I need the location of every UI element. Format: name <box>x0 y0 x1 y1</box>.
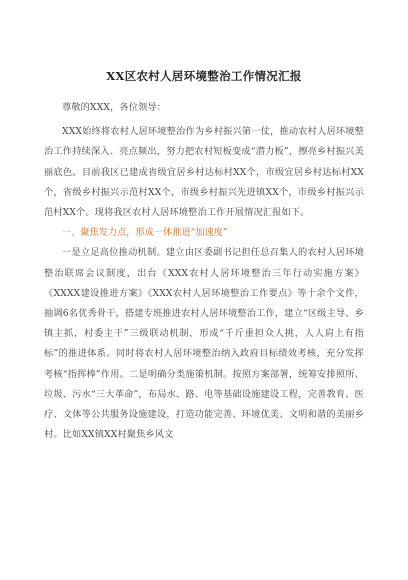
document-title: XX区农村人居环境整治工作情况汇报 <box>106 69 302 83</box>
salutation: 尊敬的XXX，各位领导： <box>62 102 167 113</box>
section-heading: 一、聚焦发力点，形成一体推进“加速度” <box>62 227 228 239</box>
section-paragraph: 一是立足高位推动机制。建立由区委副书记担任总召集人的农村人居环境整治联席会议制度，出台《XXX农村人居环境整治三年行动实施方案》《XXXX建设推进方案》《XXX农村人居环境整治工作要点》等十余个文件，抽调6名优秀骨干，搭建专班推进农村人居环境整治工作，建立“区级主导、乡镇主抓，村委主干”三级联动机制，形成“千斤重担众人挑，人人肩上有指标”的推进体系。同时将农村人居环境整治纳入政府目标绩效考核，充分发挥考核“指挥棒”作用。二是明确分类施策机制。按照方案部署，统筹安排照所、垃圾、污水“三大革命”，布局水、路、电等基础设施建设工程，完善教育、医疗、文体等公共服务设施建设，打造功能完善、环境优美、文明和谐的美丽乡村。比如XX镇XX村聚焦乡风文 <box>44 247 364 441</box>
intro-paragraph: XXX始终将农村人居环境整治作为乡村振兴第一仗，推动农村人居环境整治工作持续深入、亮点频出，努力把农村短板变成“潜力板”，擦亮乡村振兴美丽底色。目前我区已建成省级宜居乡村达标村XX个，市级宜居乡村达标村XX个，省级乡村振兴示范村XX个，市级乡村振兴先进镇XX个，市级乡村振兴示范村XX个。现将我区农村人居环境整治工作开展情况汇报如下。 <box>44 126 364 219</box>
